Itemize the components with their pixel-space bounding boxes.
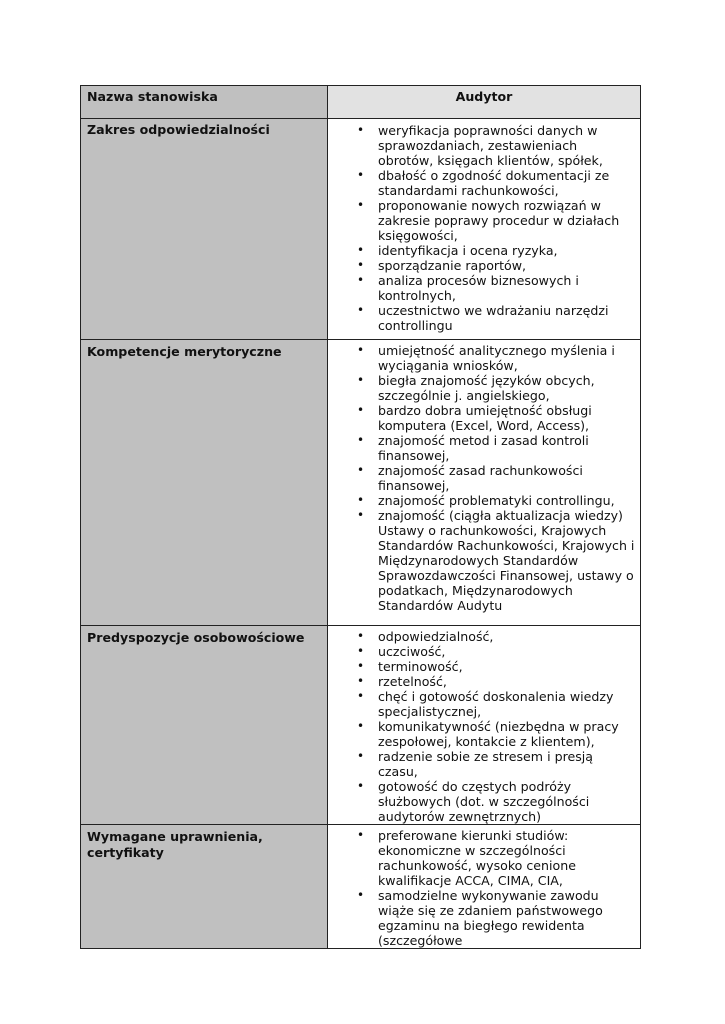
competencies-list <box>328 340 640 613</box>
row-label-cell <box>81 119 328 340</box>
list-item: • terminowość, <box>378 659 636 674</box>
list-item: • uczciwość, <box>378 644 636 659</box>
row-label-certifications: Wymagane uprawnienia, certyfikaty <box>87 829 263 860</box>
list-item: • znajomość (ciągła aktualizacja wiedzy) Ustawy o rachunkowości, Krajowych Standardów Rachunkowości, Krajowych i Międzynarodowych Standardów Sprawozdawczości Finansowej, ustawy o podatkach, Międzynarodowych Standardów Audytu <box>378 508 636 613</box>
responsibilities-list <box>328 119 640 333</box>
list-item: • chęć i gotowość doskonalenia wiedzy specjalistycznej, <box>378 689 636 719</box>
table-row <box>81 340 641 626</box>
row-value-cell <box>328 825 641 949</box>
list-item: • analiza procesów biznesowych i kontrolnych, <box>378 273 636 303</box>
personality-list <box>328 626 640 824</box>
list-item: • znajomość problematyki controllingu, <box>378 493 636 508</box>
list-item: • biegła znajomość języków obcych, szczególnie j. angielskiego, <box>378 373 636 403</box>
row-value-cell <box>328 119 641 340</box>
list-item: • znajomość zasad rachunkowości finansowej, <box>378 463 636 493</box>
header-label: Nazwa stanowiska <box>87 89 218 104</box>
list-item: • preferowane kierunki studiów: ekonomiczne w szczególności rachunkowość, wysoko cenione kwalifikacje ACCA, CIMA, CIA, <box>378 828 636 888</box>
list-item: • samodzielne wykonywanie zawodu wiąże się ze zdaniem państwowego egzaminu na biegłego rewidenta (szczegółowe <box>378 888 636 948</box>
header-label-cell <box>81 86 328 119</box>
table-row <box>81 626 641 825</box>
list-item: • komunikatywność (niezbędna w pracy zespołowej, kontakcie z klientem), <box>378 719 636 749</box>
list-item: • gotowość do częstych podróży służbowych (dot. w szczególności audytorów zewnętrznych) <box>378 779 636 824</box>
table-header-row <box>81 86 641 119</box>
list-item: • dbałość o zgodność dokumentacji ze standardami rachunkowości, <box>378 168 636 198</box>
list-item: • uczestnictwo we wdrażaniu narzędzi controllingu <box>378 303 636 333</box>
list-item: • bardzo dobra umiejętność obsługi komputera (Excel, Word, Access), <box>378 403 636 433</box>
row-value-cell <box>328 340 641 626</box>
row-label-cell <box>81 626 328 825</box>
row-value-cell <box>328 626 641 825</box>
row-label-competencies: Kompetencje merytoryczne <box>87 344 282 359</box>
job-title: Audytor <box>455 89 513 104</box>
list-item: • weryfikacja poprawności danych w sprawozdaniach, zestawieniach obrotów, księgach klientów, spółek, <box>378 123 636 168</box>
list-item: • identyfikacja i ocena ryzyka, <box>378 243 636 258</box>
row-label-personality: Predyspozycje osobowościowe <box>87 630 305 645</box>
list-item: • radzenie sobie ze stresem i presją czasu, <box>378 749 636 779</box>
table-row <box>81 825 641 949</box>
certifications-list <box>328 825 640 948</box>
row-label-responsibilities: Zakres odpowiedzialności <box>87 122 270 137</box>
row-label-cell <box>81 825 328 949</box>
list-item: • proponowanie nowych rozwiązań w zakresie poprawy procedur w działach księgowości, <box>378 198 636 243</box>
list-item: • odpowiedzialność, <box>378 629 636 644</box>
list-item: • umiejętność analitycznego myślenia i wyciągania wniosków, <box>378 343 636 373</box>
row-label-cell <box>81 340 328 626</box>
table-row <box>81 119 641 340</box>
header-value-cell <box>328 86 641 119</box>
list-item: • sporządzanie raportów, <box>378 258 636 273</box>
list-item: • znajomość metod i zasad kontroli finansowej, <box>378 433 636 463</box>
job-description-table <box>80 85 641 949</box>
list-item: • rzetelność, <box>378 674 636 689</box>
